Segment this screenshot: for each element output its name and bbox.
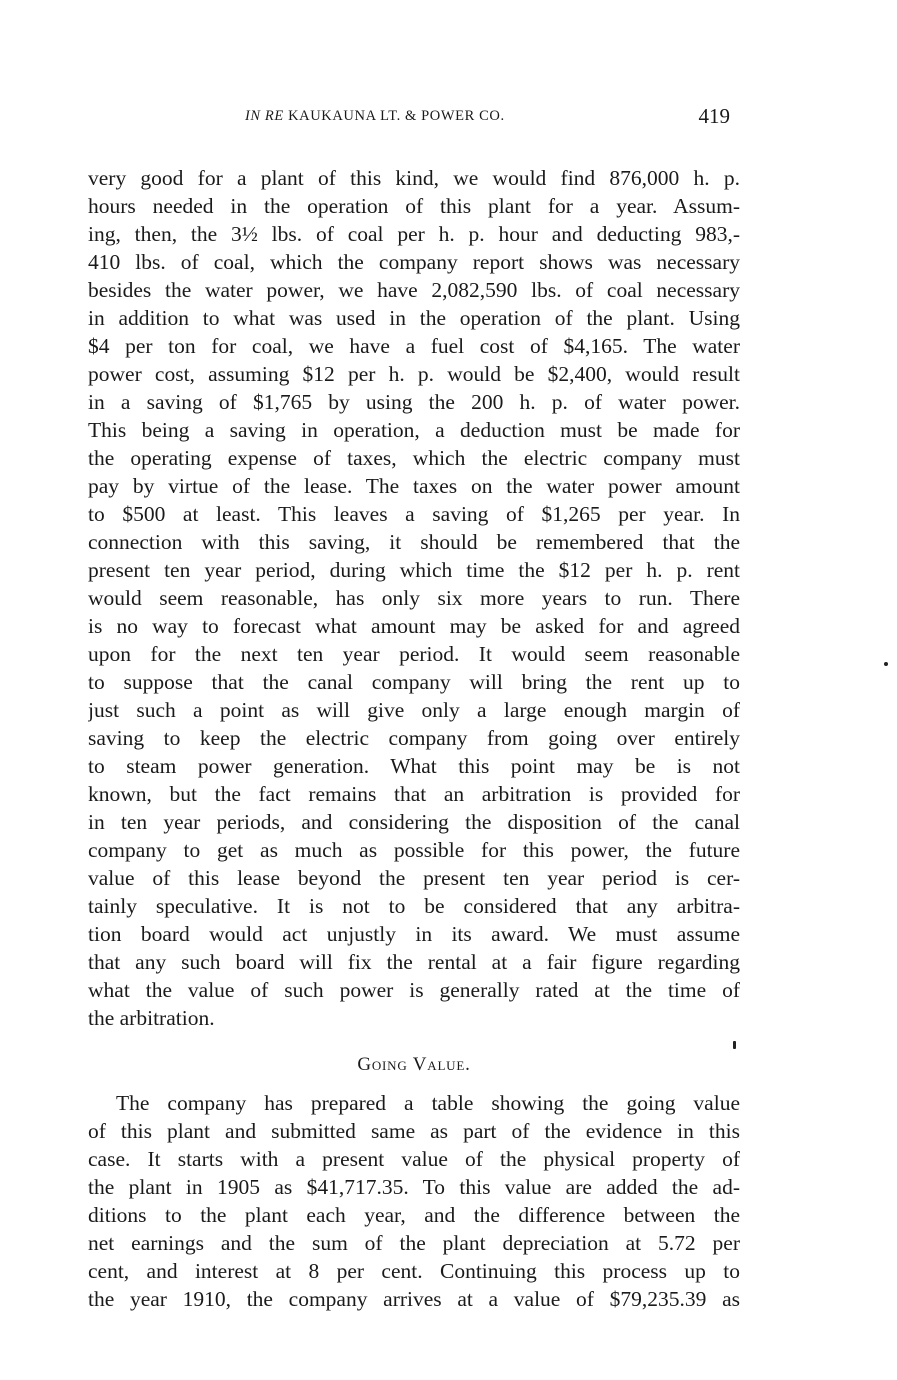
text-line: hours needed in the operation of this plant for a year. Assum- (88, 194, 740, 218)
text-line: the arbitration. (88, 1006, 215, 1030)
text-line: This being a saving in operation, a deduction must be made for (88, 418, 740, 442)
text-line: 410 lbs. of coal, which the company report shows was necessary (88, 250, 740, 274)
text-line: tainly speculative. It is not to be considered that any arbitra- (88, 894, 740, 918)
text-line: value of this lease beyond the present ten year period is cer- (88, 866, 740, 890)
text-line: $4 per ton for coal, we have a fuel cost of $4,165. The water (88, 334, 740, 358)
text-line: upon for the next ten year period. It would seem reasonable (88, 642, 740, 666)
running-title (245, 108, 505, 125)
text-line: that any such board will fix the rental at a fair figure regarding (88, 950, 740, 974)
scan-speck (884, 662, 888, 666)
text-line: case. It starts with a present value of the physical property of (88, 1147, 740, 1171)
scan-speck (733, 1041, 736, 1049)
text-line: just such a point as will give only a large enough margin of (88, 698, 740, 722)
text-line: connection with this saving, it should be remembered that the (88, 530, 740, 554)
text-line: ditions to the plant each year, and the difference between the (88, 1203, 740, 1227)
text-line: to suppose that the canal company will bring the rent up to (88, 670, 740, 694)
text-line: would seem reasonable, has only six more years to run. There (88, 586, 740, 610)
text-line: tion board would act unjustly in its award. We must assume (88, 922, 740, 946)
text-line: saving to keep the electric company from going over entirely (88, 726, 740, 750)
text-line: company to get as much as possible for this power, the future (88, 838, 740, 862)
text-line: power cost, assuming $12 per h. p. would be $2,400, would result (88, 362, 740, 386)
text-line: to steam power generation. What this point may be is not (88, 754, 740, 778)
text-line: in addition to what was used in the operation of the plant. Using (88, 306, 740, 330)
text-line: to $500 at least. This leaves a saving of $1,265 per year. In (88, 502, 740, 526)
running-title-rest: KAUKAUNA LT. & POWER CO. (283, 108, 505, 124)
text-line: ing, then, the 3½ lbs. of coal per h. p. hour and deducting 983,- (88, 222, 740, 246)
page-number: 419 (698, 104, 730, 128)
text-line: The company has prepared a table showing the going value (116, 1091, 740, 1115)
text-line: net earnings and the sum of the plant depreciation at 5.72 per (88, 1231, 740, 1255)
text-line: cent, and interest at 8 per cent. Continuing this process up to (88, 1259, 740, 1283)
running-title-italic: IN RE (245, 108, 284, 124)
text-line: is no way to forecast what amount may be asked for and agreed (88, 614, 740, 638)
text-line: besides the water power, we have 2,082,590 lbs. of coal necessary (88, 278, 740, 302)
text-line: known, but the fact remains that an arbitration is provided for (88, 782, 740, 806)
text-line: what the value of such power is generally rated at the time of (88, 978, 740, 1002)
text-line: the plant in 1905 as $41,717.35. To this value are added the ad- (88, 1175, 740, 1199)
text-line: pay by virtue of the lease. The taxes on the water power amount (88, 474, 740, 498)
text-line: the operating expense of taxes, which the electric company must (88, 446, 740, 470)
paragraph-going-value (88, 1089, 740, 1313)
text-line: the year 1910, the company arrives at a value of $79,235.39 as (88, 1287, 740, 1311)
text-line: present ten year period, during which time the $12 per h. p. rent (88, 558, 740, 582)
paragraph-continued (88, 164, 740, 1032)
running-head (88, 104, 738, 130)
section-heading: Going Value. (357, 1054, 471, 1075)
text-line: very good for a plant of this kind, we would find 876,000 h. p. (88, 166, 740, 190)
text-line: in ten year periods, and considering the disposition of the canal (88, 810, 740, 834)
text-line: in a saving of $1,765 by using the 200 h. p. of water power. (88, 390, 740, 414)
text-line: of this plant and submitted same as part of the evidence in this (88, 1119, 740, 1143)
